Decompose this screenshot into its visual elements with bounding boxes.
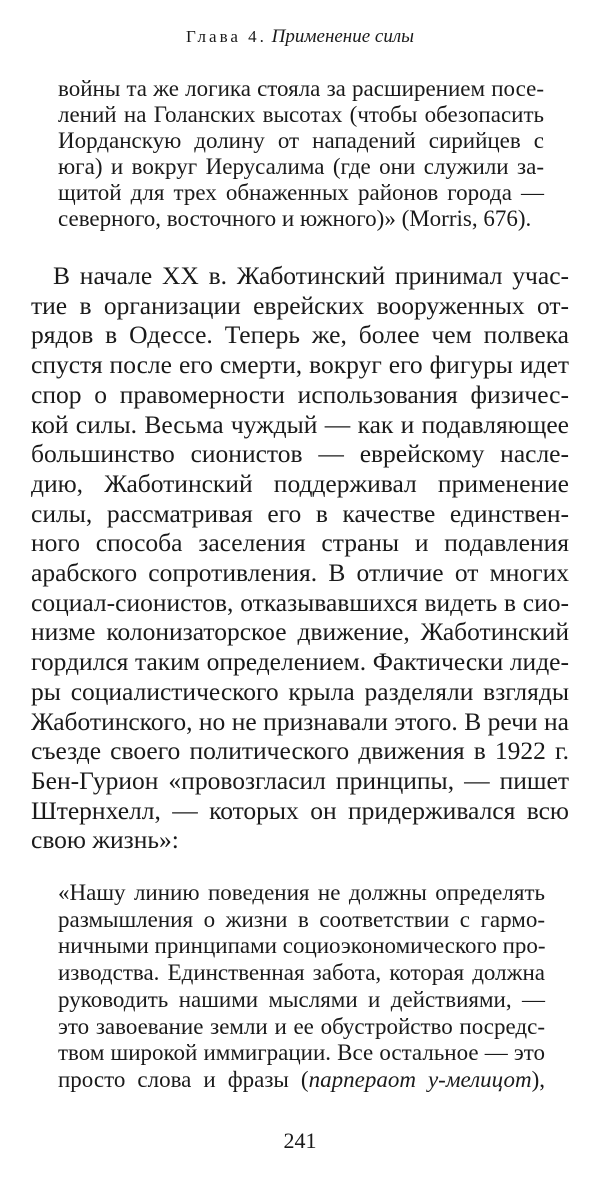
text-line: съезде своего политического движения в 1922 г. [31,736,569,766]
text-line: большинство сионистов — еврейскому насле- [31,439,569,469]
text-line: Штернхелл, — которых он придерживался всю [31,795,569,825]
chapter-label: Глава 4. [185,27,267,46]
text-line: это завоевание земли и ее обустройство посредс- [58,1013,545,1039]
text-line: руководить нашими мыслями и действиями, — [58,986,545,1012]
text-line-last [58,1067,545,1094]
block-quote-2 [58,880,545,1094]
text-line: арабского сопротивления. В отличие от многих [31,558,569,588]
text-line: свою жизнь»: [31,825,179,855]
text-line: гордился таким определением. Фактически лиде- [31,647,569,677]
text-line: низме колонизаторское движение, Жаботинский [31,617,569,647]
text-line: «Нашу линию поведения не должны определять [58,880,545,905]
running-header [0,26,600,48]
text-line: северного, восточного и южного)» (Morris, 676). [58,206,532,231]
text-line: В начале XX в. Жаботинский принимал учас- [53,261,569,290]
page-number: 241 [283,1128,317,1153]
text-line: твом широкой иммиграции. Все остальное — это [58,1040,545,1066]
text-line: ры социалистического крыла разделяли взгляды [31,676,569,706]
text-fragment: ), [531,1066,545,1092]
text-line: юга) и вокруг Иерусалима (где они служили за- [58,154,544,179]
text-line: Жаботинского, но не признавали этого. В речи на [31,706,569,736]
text-line: щитой для трех обнаженных районов города — [58,180,544,205]
text-line: социал-сионистов, отказывавшихся видеть в сио- [31,587,569,617]
text-line: войны та же логика стояла за расширением посе- [58,76,544,101]
text-line: Иорданскую долину от нападений сирийцев с [58,128,544,153]
text-line: Бен-Гурион «провозгласил принципы, — пишет [31,765,569,795]
block-quote-1 [58,76,544,232]
text-line: силы, рассматривая его в качестве единствен- [31,498,569,528]
text-line: размышления о жизни в соответствии с гармо- [58,906,545,932]
italic-term: парпераот у-мелицот [308,1066,532,1092]
text-line: рядов в Одессе. Теперь же, более чем полвека [31,320,569,350]
text-line: лений на Голанских высотах (чтобы обезопасить [58,102,544,127]
chapter-title: Применение силы [271,26,415,47]
body-paragraph [31,261,569,855]
text-line: дию, Жаботинский поддерживал применение [31,468,569,498]
text-line: тие в организации еврейских вооруженных от- [31,290,569,320]
text-line: спор о правомерности использования физичес- [31,379,569,409]
text-line: изводства. Единственная забота, которая должна [58,960,545,986]
text-line: кой силы. Весьма чуждый — как и подавляющее [31,409,569,439]
text-fragment: просто слова и фразы ( [58,1066,309,1092]
text-line: ного способа заселения страны и подавления [31,528,569,558]
text-line: спустя после его смерти, вокруг его фигуры идет [31,350,569,380]
text-line: ничными принципами социоэкономического про- [58,933,546,959]
